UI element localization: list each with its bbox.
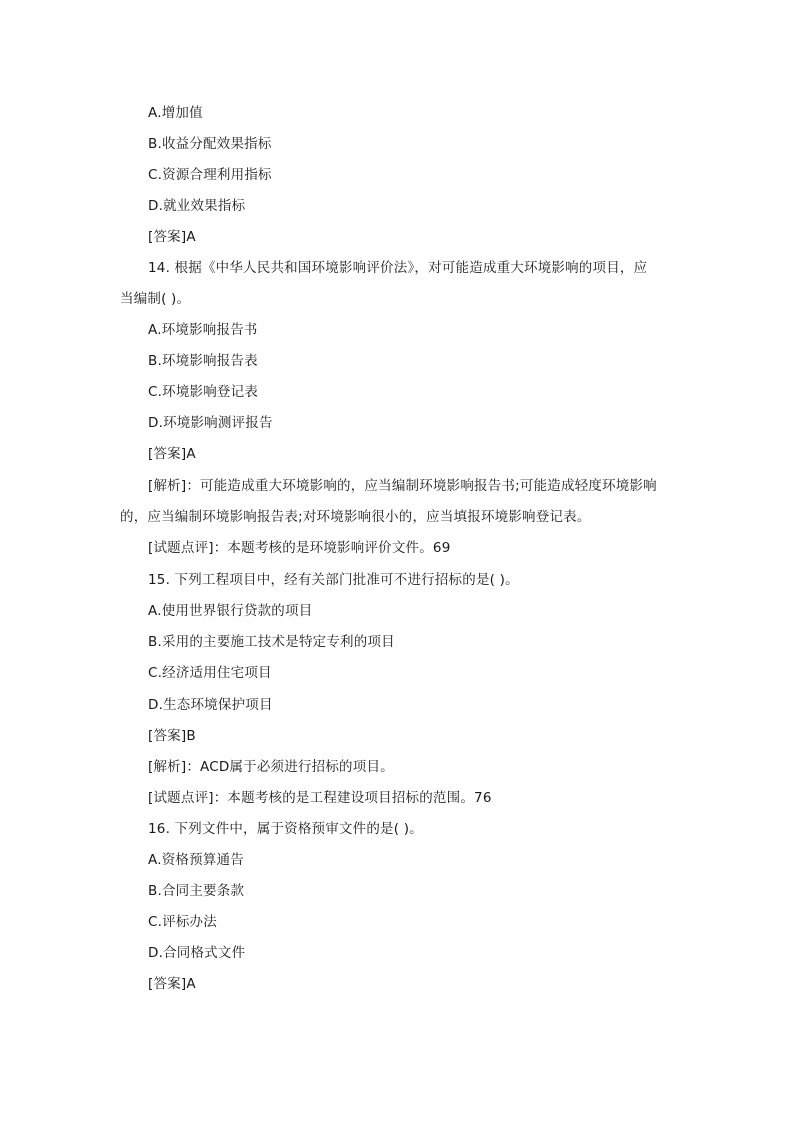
- option-a-q15: A.使用世界银行贷款的项目: [148, 603, 313, 619]
- analysis-q14-line-1: [解析]：可能造成重大环境影响的，应当编制环境影响报告书;可能造成轻度环境影响: [148, 478, 657, 494]
- option-b-q16: B.合同主要条款: [148, 883, 245, 899]
- analysis-q15: [解析]：ACD属于必须进行招标的项目。: [148, 759, 394, 775]
- option-b-q14: B.环境影响报告表: [148, 353, 258, 369]
- option-c-q13: C.资源合理利用指标: [148, 167, 272, 183]
- answer-q14: [答案]A: [148, 446, 196, 462]
- answer-q15: [答案]B: [148, 728, 196, 744]
- option-c-q14: C.环境影响登记表: [148, 384, 259, 400]
- option-c-q15: C.经济适用住宅项目: [148, 665, 272, 681]
- option-a-q13: A.增加值: [148, 105, 203, 121]
- option-c-q16: C.评标办法: [148, 914, 217, 930]
- question-15: 15. 下列工程项目中，经有关部门批准可不进行招标的是( )。: [148, 572, 519, 588]
- option-d-q13: D.就业效果指标: [148, 198, 246, 214]
- comment-q14: [试题点评]：本题考核的是环境影响评价文件。69: [148, 540, 451, 556]
- comment-q15: [试题点评]：本题考核的是工程建设项目招标的范围。76: [148, 790, 492, 806]
- answer-q16: [答案]A: [148, 976, 196, 992]
- option-b-q13: B.收益分配效果指标: [148, 136, 272, 152]
- question-14-line-1: 14. 根据《中华人民共和国环境影响评价法》，对可能造成重大环境影响的项目，应: [148, 260, 648, 276]
- answer-q13: [答案]A: [148, 229, 196, 245]
- option-a-q14: A.环境影响报告书: [148, 322, 258, 338]
- option-a-q16: A.资格预算通告: [148, 852, 244, 868]
- option-d-q16: D.合同格式文件: [148, 945, 246, 961]
- question-14-line-2: 当编制( )。: [120, 291, 191, 307]
- option-b-q15: B.采用的主要施工技术是特定专利的项目: [148, 634, 395, 650]
- analysis-q14-line-2: 的，应当编制环境影响报告表;对环境影响很小的，应当填报环境影响登记表。: [120, 509, 591, 525]
- option-d-q14: D.环境影响测评报告: [148, 415, 273, 431]
- question-16: 16. 下列文件中，属于资格预审文件的是( )。: [148, 821, 423, 837]
- option-d-q15: D.生态环境保护项目: [148, 697, 273, 713]
